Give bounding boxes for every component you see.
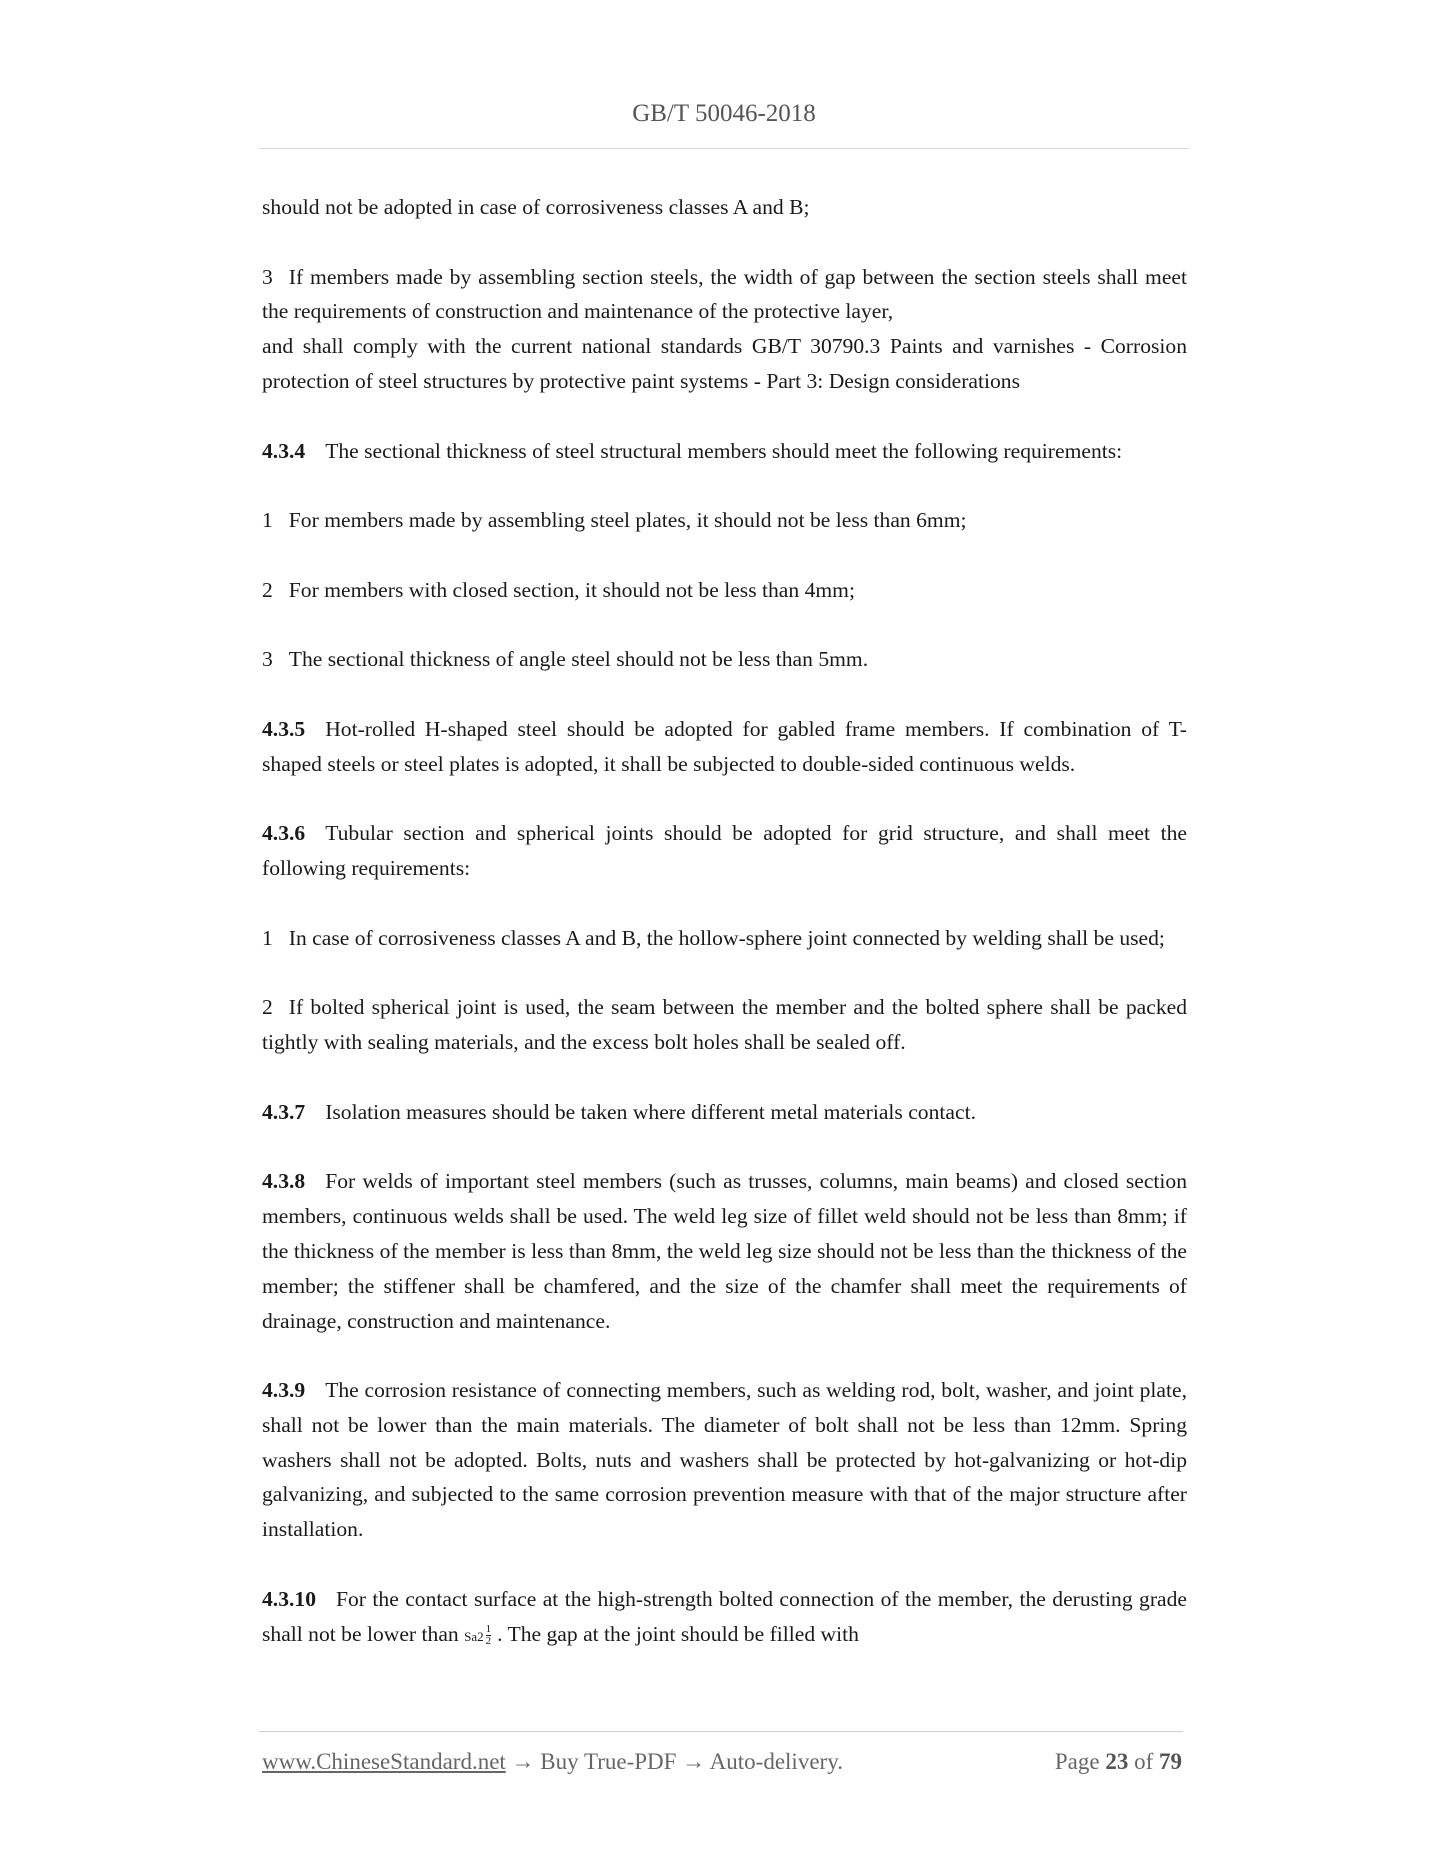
list-number: 2 [262, 995, 273, 1020]
list-number: 3 [262, 264, 273, 289]
list-text: For members with closed section, it should not be less than 4mm; [288, 577, 855, 602]
clause-4-3-6 [262, 816, 1187, 886]
clause-4-3-8 [262, 1164, 1187, 1338]
header-divider [259, 148, 1189, 149]
document-body [262, 190, 1187, 1654]
buy-pdf-text: Buy True-PDF [540, 1749, 677, 1774]
list-item-1-hollow-sphere [262, 921, 1187, 956]
clause-number: 4.3.4 [262, 438, 306, 463]
list-text: In case of corrosiveness classes A and B, the hollow-sphere joint connected by welding shall be used; [288, 925, 1165, 950]
clause-text: The sectional thickness of steel structural members should meet the following requirements: [325, 438, 1123, 463]
list-text: For members made by assembling steel plates, it should not be less than 6mm; [288, 508, 967, 533]
paragraph-continued [262, 190, 1187, 225]
clause-number: 4.3.10 [262, 1586, 316, 1611]
page-header-title: GB/T 50046-2018 [632, 100, 816, 127]
clause-4-3-7 [262, 1095, 1187, 1130]
of-word: of [1134, 1749, 1154, 1774]
list-item-2-closed-section [262, 573, 1187, 608]
clause-number: 4.3.8 [262, 1169, 306, 1194]
arrow-right-icon: → [682, 1749, 706, 1774]
site-link[interactable]: www.ChineseStandard.net [262, 1749, 506, 1774]
auto-delivery-text: Auto-delivery. [709, 1749, 843, 1774]
clause-text: Isolation measures should be taken where different metal materials contact. [325, 1099, 976, 1124]
clause-number: 4.3.9 [262, 1378, 306, 1403]
clause-text: Hot-rolled H-shaped steel should be adopted for gabled frame members. If combination of T-shaped steels or steel plates is adopted, it shall be subjected to double-sided continuous welds. [262, 716, 1187, 776]
paragraph-text: should not be adopted in case of corrosiveness classes A and B; [262, 195, 810, 219]
list-number: 3 [262, 647, 273, 672]
clause-number: 4.3.5 [262, 716, 306, 741]
clause-number: 4.3.7 [262, 1099, 306, 1124]
list-text: The sectional thickness of angle steel should not be less than 5mm. [288, 647, 869, 672]
page-number: 23 [1105, 1749, 1129, 1774]
clause-4-3-10 [262, 1582, 1187, 1655]
clause-number: 4.3.6 [262, 821, 306, 846]
clause-text: Tubular section and spherical joints should be adopted for grid structure, and shall meet the following requirements: [262, 821, 1187, 881]
list-number: 1 [262, 508, 273, 533]
list-item-2-bolted-sphere [262, 990, 1187, 1060]
page-footer [262, 1749, 1182, 1775]
clause-text-continued: . The gap at the joint should be filled with [497, 1621, 859, 1646]
fraction-numerator: 1 [485, 1623, 492, 1636]
list-number: 1 [262, 925, 273, 950]
derusting-grade-fraction [486, 1624, 492, 1647]
paragraph-text: and shall comply with the current national standards GB/T 30790.3 Paints and varnishes - Corrosion protection of steel structures by protective paint systems - Part 3: Design considerations [262, 334, 1187, 393]
page-word: Page [1054, 1749, 1100, 1774]
clause-text: The corrosion resistance of connecting members, such as welding rod, bolt, washer, and joint plate, shall not be lower than the main materials. The diameter of bolt shall not be less than 12mm. Spring washers shall not be adopted. Bolts, nuts and washers shall be protected by hot-galvanizing or hot-dip galvanizing, and subjected to the same corrosion prevention measure with that of the major structure after installation. [262, 1378, 1187, 1542]
clause-4-3-9 [262, 1373, 1187, 1547]
list-number: 2 [262, 577, 273, 602]
list-text: If members made by assembling section steels, the width of gap between the section steels shall meet the requirements of construction and maintenance of the protective layer, [262, 264, 1187, 324]
list-item-3-angle-steel [262, 642, 1187, 677]
page-total: 79 [1159, 1749, 1182, 1774]
arrow-right-icon: → [511, 1749, 535, 1774]
clause-4-3-4 [262, 434, 1187, 469]
list-text: If bolted spherical joint is used, the seam between the member and the bolted sphere shall be packed tightly with sealing materials, and the excess bolt holes shall be sealed off. [262, 995, 1187, 1055]
list-item-1-steel-plates [262, 503, 1187, 538]
list-item-3-continuation [262, 329, 1187, 399]
clause-4-3-5 [262, 712, 1187, 782]
footer-divider [259, 1731, 1183, 1732]
clause-text: For welds of important steel members (such as trusses, columns, main beams) and closed section members, continuous welds shall be used. The weld leg size of fillet weld should not be less than 8mm; if the thickness of the member is less than 8mm, the weld leg size should not be less than the thickness of the member; the stiffener shall be chamfered, and the size of the chamfer shall meet the requirements of drainage, construction and maintenance. [262, 1169, 1187, 1333]
clause-text: For the contact surface at the high-strength bolted connection of the member, the derusting grade shall not be lower than [262, 1586, 1187, 1646]
page-counter [1055, 1749, 1182, 1775]
fraction-denominator: 2 [485, 1635, 492, 1648]
derusting-grade-label: Sa2 [464, 1628, 484, 1644]
list-item-3-section-steels [262, 260, 1187, 330]
